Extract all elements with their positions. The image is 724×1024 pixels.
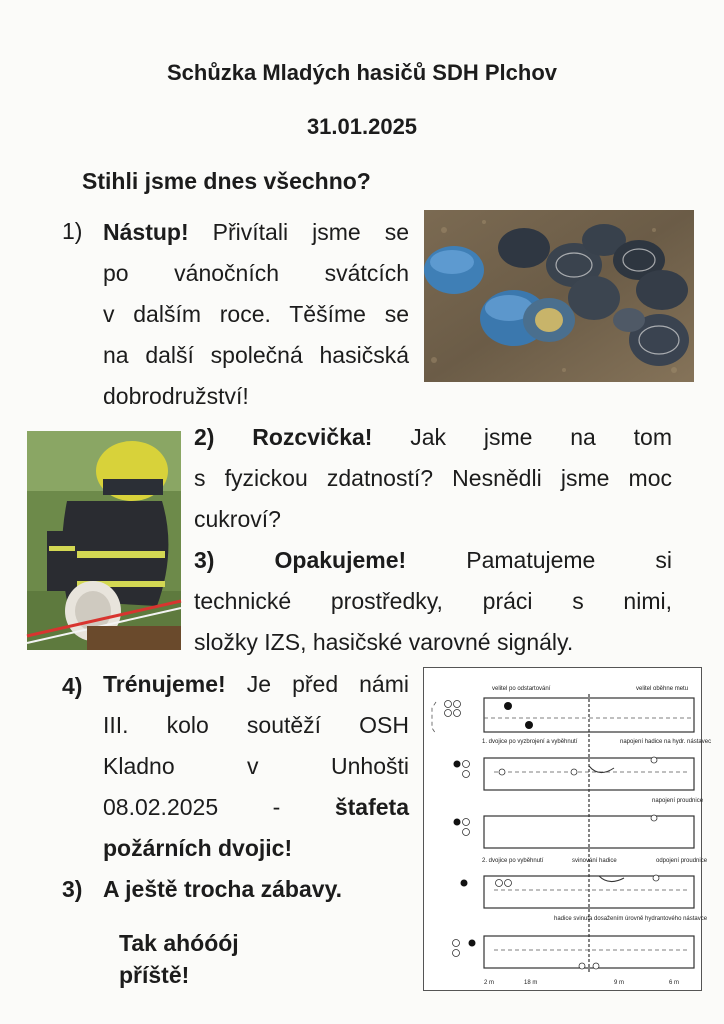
distance-4: 6 m xyxy=(669,980,680,986)
item-4-line-2: III. kolo soutěží OSH xyxy=(103,712,409,738)
page-subtitle: Stihli jsme dnes všechno? xyxy=(82,168,371,194)
item-3-num-inline: 3) xyxy=(194,547,215,573)
item-3-line-1: Pamatujeme si xyxy=(466,547,673,573)
item-2-line-3: cukroví? xyxy=(194,506,281,532)
closing-line-2: příště! xyxy=(119,962,190,988)
item-5-number: 3) xyxy=(62,876,83,902)
photo-firefighter-rolling-hose xyxy=(27,431,181,650)
item-1-heading: Nástup! xyxy=(103,219,189,245)
item-4-heading: Trénujeme! xyxy=(103,671,226,697)
label-hadice-svinuta: hadice svinuta dosažením úrovně hydrantového nástavce xyxy=(554,916,708,922)
item-4-line-4: 08.02.2025 - xyxy=(103,794,281,820)
item-1-line-3: v dalším roce. Těšíme se xyxy=(103,301,409,327)
item-4-number: 4) xyxy=(62,673,83,699)
item-2-line-1: Jak jsme na tom xyxy=(410,424,672,450)
label-velitel-start: velitel po odstartování xyxy=(492,686,551,692)
item-5-heading: A ještě trocha zábavy. xyxy=(103,876,343,902)
item-4-line-1: Je před námi xyxy=(246,671,409,697)
item-1-line-1: Přivítali jsme se xyxy=(212,219,409,245)
item-3-text xyxy=(194,540,672,663)
item-1-line-4: na další společná hasičská xyxy=(103,342,409,368)
page-date: 31.01.2025 xyxy=(306,114,418,139)
label-dvojice2: 2. dvojice po vyběhnutí xyxy=(482,858,544,864)
item-1-number: 1) xyxy=(62,218,83,244)
label-napojeni-proudnice-1: napojení proudnice xyxy=(652,798,704,804)
item-1-text xyxy=(103,212,409,417)
item-3-line-2: technické prostředky, práci s nimi, xyxy=(194,588,672,614)
page-title: Schůzka Mladých hasičů SDH Plchov xyxy=(166,60,557,85)
item-1-line-2: po vánočních svátcích xyxy=(103,260,409,286)
item-3-line-3: složky IZS, hasičské varovné signály. xyxy=(194,629,574,655)
item-4-bold-1: štafeta xyxy=(334,794,409,820)
item-1-line-5: dobrodružství! xyxy=(103,383,249,409)
relay-diagram xyxy=(423,667,712,991)
distance-3: 9 m xyxy=(614,980,625,986)
item-3-heading: Opakujeme! xyxy=(274,547,407,573)
item-2-text xyxy=(194,417,672,540)
distance-2: 18 m xyxy=(524,980,538,986)
item-2-heading: 2) Rozcvička! xyxy=(194,424,373,450)
label-velitel-obehne: velitel oběhne metu xyxy=(636,686,689,692)
label-napojeni-hadice: napojení hadice na hydr. nástavec xyxy=(620,739,712,745)
label-svinovani: svinování hadice xyxy=(572,858,617,864)
distance-1: 2 m xyxy=(484,980,495,986)
item-2-line-2: s fyzickou zdatností? Nesnědli jsme moc xyxy=(194,465,672,491)
closing-line-1: Tak ahóóój xyxy=(119,930,239,956)
label-odpojeni: odpojení proudnice xyxy=(656,858,708,864)
item-4-line-3: Kladno v Unhošti xyxy=(103,753,409,779)
label-dvojice1: 1. dvojice po vyzbrojení a vyběhnutí xyxy=(482,739,578,745)
photo-helmets xyxy=(424,210,694,382)
item-4-text xyxy=(103,664,409,869)
item-4-bold-2: požárních dvojic! xyxy=(103,835,293,861)
